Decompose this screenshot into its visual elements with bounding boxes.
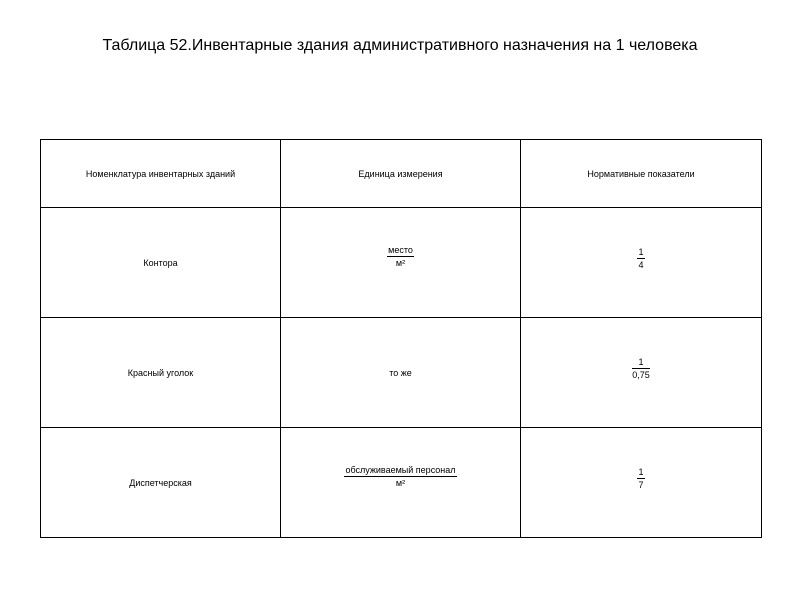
row-norm-cell: [521, 208, 762, 318]
norm-fraction: [632, 357, 650, 381]
row-norm-cell: [521, 318, 762, 428]
fraction-numerator: 1: [632, 357, 650, 369]
norm-fraction: [637, 247, 644, 271]
row-unit-cell: то же: [281, 318, 521, 428]
row-unit-cell: [281, 428, 521, 538]
fraction-denominator: м²: [395, 257, 406, 268]
fraction-denominator: м²: [395, 477, 406, 488]
header-cell-name: Номенклатура инвентарных зданий: [41, 140, 281, 208]
fraction-denominator: 4: [638, 259, 644, 270]
norms-table: [40, 139, 762, 538]
table-header-row: [41, 140, 762, 208]
page-title: Таблица 52.Инвентарные здания административного назначения на 1 человека: [102, 37, 698, 54]
row-name-cell: Контора: [41, 208, 281, 318]
table-row: [41, 428, 762, 538]
fraction-denominator: 7: [638, 479, 644, 490]
norm-fraction: [637, 467, 644, 491]
fraction-numerator: обслуживаемый персонал: [345, 464, 456, 475]
row-norm-cell: [521, 428, 762, 538]
fraction-numerator: 1: [638, 466, 644, 477]
fraction-numerator: место: [388, 244, 413, 255]
row-name-cell: Диспетчерская: [41, 428, 281, 538]
unit-fraction: [387, 245, 414, 269]
row-unit-cell: [281, 208, 521, 318]
header-cell-unit: Единица измерения: [281, 140, 521, 208]
fraction-denominator: 0,75: [632, 369, 650, 380]
unit-fraction: [344, 465, 456, 489]
row-name-cell: Красный уголок: [41, 318, 281, 428]
table-row: [41, 318, 762, 428]
table-row: [41, 208, 762, 318]
fraction-numerator: 1: [638, 246, 644, 257]
header-cell-norm: Нормативные показатели: [521, 140, 762, 208]
